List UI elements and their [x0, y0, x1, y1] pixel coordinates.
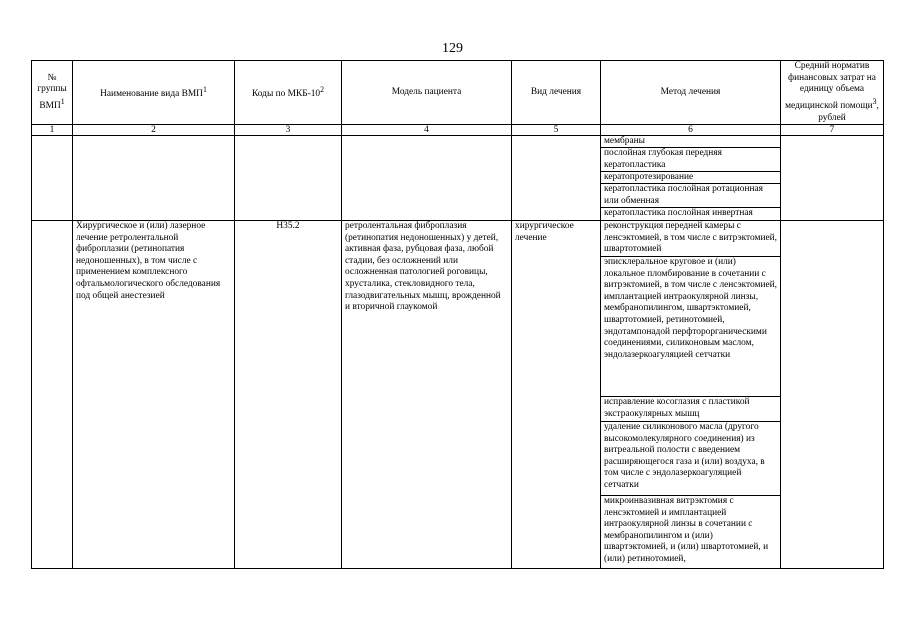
column-number: 5 [512, 125, 601, 136]
name-cell [73, 136, 235, 221]
method-item: мембраны [601, 136, 780, 148]
column-number: 2 [73, 125, 235, 136]
name-cell: Хирургическое и (или) лазерное лечение ретролентальной фиброплазии (ретинопатия недоношенных), в том числе с применением комплексного офтальмологического обследования под общей анестезией [73, 221, 235, 569]
column-number: 7 [781, 125, 884, 136]
treatment-cell: хирургическое лечение [512, 221, 601, 569]
group-cell [32, 221, 73, 569]
header-treatment: Вид лечения [512, 61, 601, 125]
table-row [32, 136, 884, 221]
cost-cell [781, 136, 884, 221]
treatment-cell [512, 136, 601, 221]
page-number: 129 [442, 41, 463, 56]
header-group: № группы ВМП$^1$ [32, 61, 73, 125]
method-item: кератопластика послойная ротационная или обменная [601, 184, 780, 208]
methods-cell [601, 136, 781, 221]
codes-cell [235, 136, 342, 221]
codes-cell: H35.2 [235, 221, 342, 569]
header-name: Наименование вида ВМП$^1$ [73, 61, 235, 125]
header-codes: Коды по МКБ-$10^2$ [235, 61, 342, 125]
method-item: послойная глубокая передняя кератопластика [601, 148, 780, 172]
header-row [32, 61, 884, 125]
method-item: эписклеральное круговое и (или) локальное пломбирование в сочетании с витрэктомией, в том числе с ленсэктомией, имплантацией интраокулярной линзы, мембранопилингом, швартэктомией, швартотомией, ретинотомией, эндотампонадой перфторорганическими соединениями, силиконовым маслом, эндолазеркоагуляцией сетчатки [601, 257, 780, 397]
method-item: кератопластика послойная инвертная [604, 208, 753, 219]
column-number-row [32, 125, 884, 136]
method-item: кератопротезирование [601, 172, 780, 184]
column-number: 4 [342, 125, 512, 136]
methods-cell [601, 221, 781, 569]
method-item: микроинвазивная витрэктомия с ленсэктомией и имплантацией интраокулярной линзы в сочетании с мембранопилингом и (или) швартэктомией, и (или) швартотомией, и (или) ретинотомией, [604, 496, 769, 565]
group-cell [32, 136, 73, 221]
column-number: 1 [32, 125, 73, 136]
cost-cell [781, 221, 884, 569]
header-cost: Средний норматив финансовых затрат на единицу объема медицинской помощи$^3$, рублей [781, 61, 884, 125]
method-item: исправление косоглазия с пластикой экстраокулярных мышц [601, 397, 780, 422]
column-number: 3 [235, 125, 342, 136]
method-item: реконструкция передней камеры с ленсэктомией, в том числе с витрэктомией, швартотомией [601, 221, 780, 257]
header-method: Метод лечения [601, 61, 781, 125]
vmp-table [31, 60, 884, 569]
model-cell: ретролентальная фиброплазия (ретинопатия недоношенных) у детей, активная фаза, рубцовая фаза, любой стадии, без осложнений или осложненная патологией роговицы, хрусталика, стекловидного тела, глазодвигательных мышц, врожденной и вторичной глаукомой [342, 221, 512, 569]
table-row [32, 221, 884, 569]
column-number: 6 [601, 125, 781, 136]
model-cell [342, 136, 512, 221]
method-item: удаление силиконового масла (другого высокомолекулярного соединения) из витреальной полости с введением расширяющегося газа и (или) воздуха, в том числе с эндолазеркоагуляцией сетчатки [601, 422, 780, 496]
header-model: Модель пациента [342, 61, 512, 125]
